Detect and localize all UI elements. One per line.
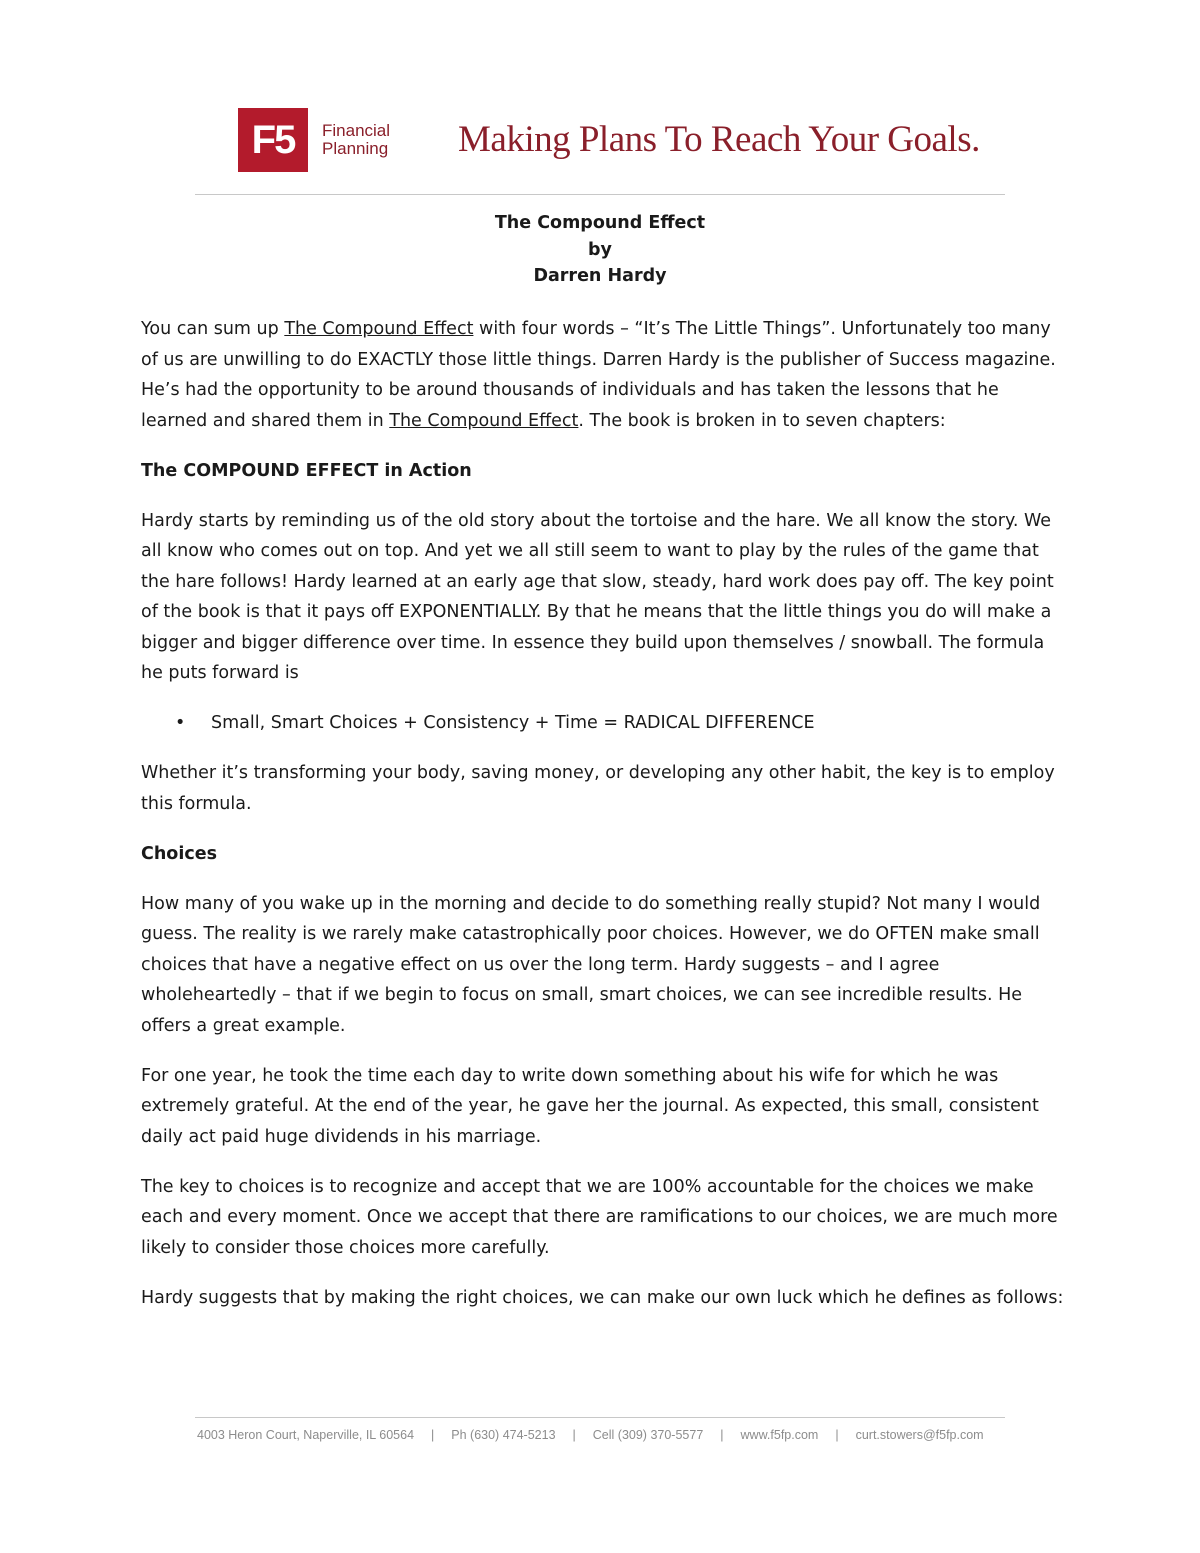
paragraph: Whether it’s transforming your body, saving money, or developing any other habit, the key is to employ this formula.: [141, 763, 1055, 814]
paragraph: How many of you wake up in the morning and decide to do something really stupid? Not many I would guess. The reality is we rarely make catastrophically poor choices. However, we do OFTEN make small choices that have a negative effect on us over the long term. Hardy suggests – and I agree wholeheartedly – that if we begin to focus on small, smart choices, we can see incredible results. He offers a great example.: [141, 893, 1041, 1036]
footer-cell: Cell (309) 370-5577: [592, 1428, 704, 1442]
paragraph: For one year, he took the time each day to write down something about his wife for which he was extremely grateful. At the end of the year, he gave her the journal. As expected, this small, consistent daily act paid huge dividends in his marriage.: [141, 1065, 1039, 1147]
paragraph: Hardy suggests that by making the right choices, we can make our own luck which he defines as follows:: [141, 1287, 1064, 1308]
logo-line-planning: Planning: [322, 139, 389, 158]
intro-text-2: with four words – “It’s The Little Things”. Unfortunately too many of us are unwilling to do EXACTLY those little things. Darren Hardy is the publisher of Success magazine. He’s had the opportunity to be around thousands of individuals and has taken the lessons that he learned and shared them in: [141, 319, 1056, 431]
f5-logo: F5: [238, 108, 308, 172]
footer-website[interactable]: www.f5fp.com: [740, 1428, 819, 1442]
book-title-ref: The Compound Effect: [284, 319, 474, 339]
document-title: [140, 210, 1060, 290]
paragraph: The key to choices is to recognize and accept that we are 100% accountable for the choices we make each and every moment. Once we accept that there are ramifications to our choices, we are much more likely to consider those choices more carefully.: [141, 1176, 1058, 1258]
footer-separator: |: [835, 1428, 839, 1442]
footer-separator: |: [431, 1428, 435, 1442]
title-line: The Compound Effect: [494, 213, 706, 233]
section-heading-compound-effect: The COMPOUND EFFECT in Action: [141, 460, 472, 481]
paragraph: Hardy starts by reminding us of the old story about the tortoise and the hare. We all know the story. We all know who comes out on top. And yet we all still seem to want to play by the rules of the game that the hare follows! Hardy learned at an early age that slow, steady, hard work does pay off. The key point of the book is that it pays off EXPONENTIALLY. By that he means that the little things you do will make a bigger and bigger difference over time. In essence they build upon themselves / snowball. The formula he puts forward is: [141, 510, 1054, 683]
intro-paragraph: [141, 314, 1066, 436]
section-heading-choices: Choices: [141, 843, 217, 864]
footer-email[interactable]: curt.stowers@f5fp.com: [855, 1428, 984, 1442]
footer-address: 4003 Heron Court, Naperville, IL 60564: [197, 1428, 415, 1442]
formula-item: • Small, Smart Choices + Consistency + Time = RADICAL DIFFERENCE: [211, 708, 1066, 739]
title-author: Darren Hardy: [533, 266, 667, 286]
footer-phone: Ph (630) 474-5213: [451, 1428, 556, 1442]
title-by: by: [588, 239, 612, 260]
formula-list: [141, 708, 1066, 739]
footer-separator: |: [720, 1428, 724, 1442]
footer-separator: |: [572, 1428, 576, 1442]
letterhead: [238, 108, 1008, 174]
book-title-ref: The Compound Effect: [389, 410, 579, 431]
footer-divider: [195, 1417, 1005, 1418]
header-divider: [195, 194, 1005, 195]
logo-wordmark: [322, 122, 390, 158]
logo-line-financial: Financial: [322, 121, 391, 140]
document-body: [141, 314, 1066, 1333]
tagline: Making Plans To Reach Your Goals.: [458, 119, 980, 160]
intro-text-3: . The book is broken in to seven chapters:: [578, 410, 946, 431]
footer: [197, 1428, 1007, 1442]
intro-text-1: You can sum up: [141, 319, 285, 339]
